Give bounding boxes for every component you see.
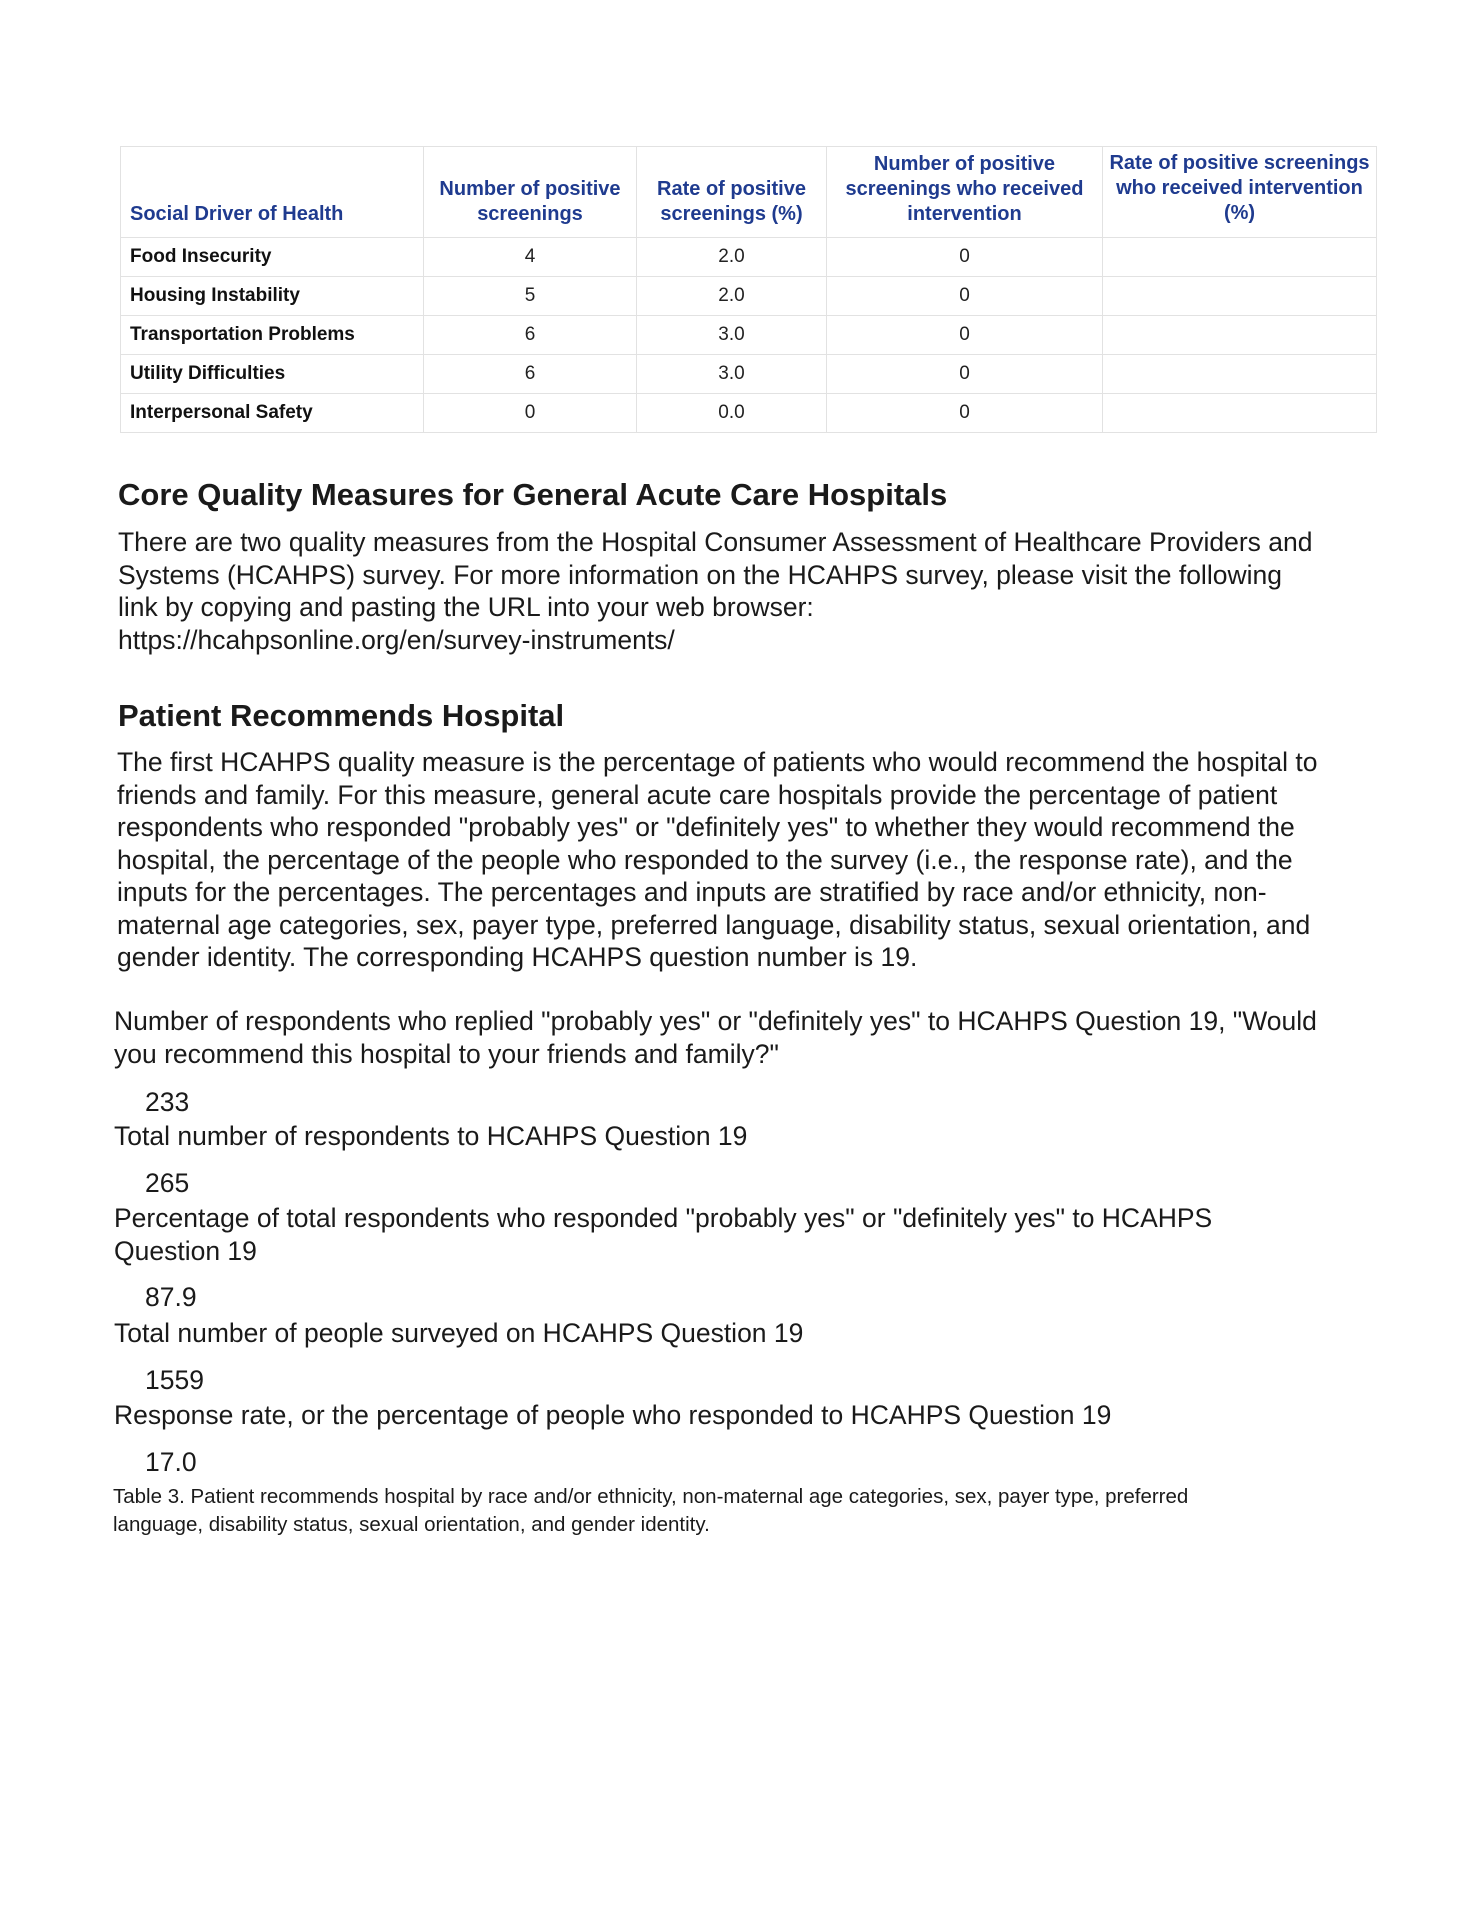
caption-line: Table 3. Patient recommends hospital by race and/or ethnicity, non-maternal age categories, sex, payer type, preferred [113,1485,1189,1508]
measure-label-response-rate [114,1399,1394,1432]
cell-rate-positive: 2.0 [637,238,827,277]
patient-recommends-heading: Patient Recommends Hospital [118,698,565,733]
intro-line: There are two quality measures from the Hospital Consumer Assessment of Healthcare Providers and [118,527,1313,557]
cell-driver: Food Insecurity [121,238,424,277]
cell-num-positive: 4 [424,238,637,277]
intro-line: link by copying and pasting the URL into your web browser: [118,592,814,622]
core-quality-heading: Core Quality Measures for General Acute Care Hospitals [118,477,948,512]
description-line: hospital, the percentage of the people who responded to the survey (i.e., the response rate), and the [117,844,1293,875]
cell-num-positive: 6 [424,316,637,355]
cell-rate-intervention [1103,238,1377,277]
measure-value-response-rate: 17.0 [145,1447,197,1477]
label-line: Response rate, or the percentage of people who responded to HCAHPS Question 19 [114,1400,1112,1430]
measure-value-recommend-count: 233 [145,1087,190,1117]
table-row [121,394,1377,433]
cell-num-intervention: 0 [827,316,1103,355]
table-row [121,277,1377,316]
cell-rate-intervention [1103,355,1377,394]
description-line: respondents who responded "probably yes" or "definitely yes" to whether they would recommend the [117,812,1295,842]
description-line: maternal age categories, sex, payer type, preferred language, disability status, sexual orientation, and [117,909,1311,940]
table-row [121,238,1377,277]
cell-driver: Housing Instability [121,277,424,316]
table-header-row [121,147,1377,238]
cell-num-intervention: 0 [827,277,1103,316]
header-rate-intervention: Rate of positive screenings who received intervention (%) [1103,147,1377,238]
cell-rate-positive: 2.0 [637,277,827,316]
cell-num-positive: 0 [424,394,637,433]
cell-num-intervention: 0 [827,394,1103,433]
table-row [121,355,1377,394]
cell-driver: Interpersonal Safety [121,394,424,433]
measure-label-total-surveyed [114,1317,1394,1350]
table3-caption [113,1483,1383,1539]
cell-rate-positive: 3.0 [637,316,827,355]
cell-driver: Utility Difficulties [121,355,424,394]
cell-num-intervention: 0 [827,238,1103,277]
caption-line: language, disability status, sexual orientation, and gender identity. [113,1513,710,1536]
label-line: Total number of respondents to HCAHPS Question 19 [114,1121,748,1151]
measure-label-percentage [114,1202,1394,1267]
core-quality-intro [118,526,1408,656]
header-social-driver: Social Driver of Health [121,147,424,238]
label-line: Question 19 [114,1235,257,1266]
measure-label-recommend-count [114,1005,1394,1070]
label-line: Percentage of total respondents who responded "probably yes" or "definitely yes" to HCAHPS [114,1203,1213,1233]
cell-rate-intervention [1103,316,1377,355]
cell-rate-intervention [1103,277,1377,316]
patient-recommends-description [117,746,1417,974]
description-line: gender identity. The corresponding HCAHPS question number is 19. [117,942,918,972]
header-num-intervention: Number of positive screenings who received intervention [827,147,1103,238]
measure-label-total-respondents [114,1120,1394,1153]
survey-url: https://hcahpsonline.org/en/survey-instruments/ [118,624,675,655]
cell-driver: Transportation Problems [121,316,424,355]
description-line: The first HCAHPS quality measure is the percentage of patients who would recommend the hospital to [117,747,1318,777]
measure-value-total-surveyed: 1559 [145,1365,204,1395]
cell-num-positive: 5 [424,277,637,316]
cell-rate-positive: 0.0 [637,394,827,433]
description-line: inputs for the percentages. The percentages and inputs are stratified by race and/or ethnicity, non- [117,877,1267,907]
label-line: Number of respondents who replied "probably yes" or "definitely yes" to HCAHPS Question 19, "Would [114,1006,1317,1036]
header-rate-positive: Rate of positive screenings (%) [637,147,827,238]
intro-line: Systems (HCAHPS) survey. For more information on the HCAHPS survey, please visit the following [118,559,1282,590]
measure-value-total-respondents: 265 [145,1168,190,1198]
label-line: you recommend this hospital to your friends and family?" [114,1038,779,1069]
cell-num-positive: 6 [424,355,637,394]
table-row [121,316,1377,355]
description-line: friends and family. For this measure, general acute care hospitals provide the percentage of patient [117,779,1278,810]
label-line: Total number of people surveyed on HCAHPS Question 19 [114,1318,804,1348]
cell-rate-intervention [1103,394,1377,433]
cell-num-intervention: 0 [827,355,1103,394]
measure-value-percentage: 87.9 [145,1282,197,1312]
sdoh-table [120,146,1377,433]
cell-rate-positive: 3.0 [637,355,827,394]
header-num-positive: Number of positive screenings [424,147,637,238]
